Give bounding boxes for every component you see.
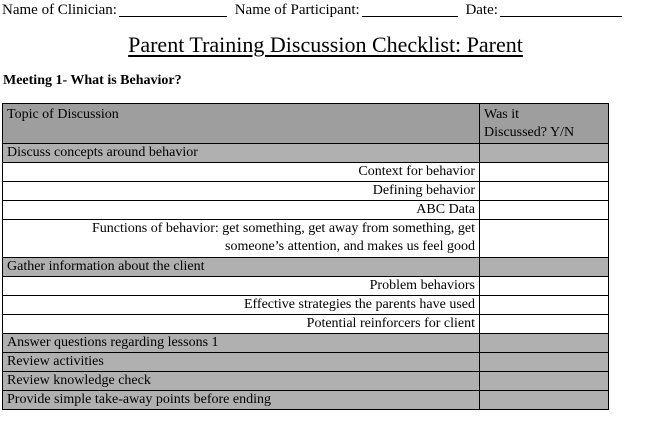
discussed-cell[interactable] — [480, 334, 609, 353]
table-row — [3, 182, 609, 201]
discussion-checklist-table — [2, 103, 609, 410]
table-row — [3, 144, 609, 163]
table-row — [3, 220, 609, 258]
table-row — [3, 296, 609, 315]
topic-cell: ABC Data — [3, 201, 480, 220]
discussed-cell[interactable] — [480, 182, 609, 201]
discussed-cell[interactable] — [480, 201, 609, 220]
discussed-cell[interactable] — [480, 258, 609, 277]
discussed-cell[interactable] — [480, 391, 609, 410]
discussed-column-header: Was it Discussed? Y/N — [480, 104, 609, 144]
clinician-name-field[interactable] — [119, 0, 227, 17]
topic-cell: Provide simple take-away points before ending — [3, 391, 480, 410]
topic-cell: Functions of behavior: get something, get away from something, get someone’s attention, and makes us feel good — [3, 220, 480, 258]
topic-cell: Effective strategies the parents have used — [3, 296, 480, 315]
table-row — [3, 334, 609, 353]
table-row — [3, 391, 609, 410]
topic-cell: Discuss concepts around behavior — [3, 144, 480, 163]
clinician-label: Name of Clinician: — [2, 2, 117, 18]
table-row — [3, 277, 609, 296]
topic-cell: Context for behavior — [3, 163, 480, 182]
discussed-cell[interactable] — [480, 372, 609, 391]
table-row — [3, 258, 609, 277]
topic-cell: Answer questions regarding lessons 1 — [3, 334, 480, 353]
page-title: Parent Training Discussion Checklist: Parent — [128, 32, 523, 57]
table-row — [3, 353, 609, 372]
discussed-cell[interactable] — [480, 353, 609, 372]
table-row — [3, 315, 609, 334]
topic-cell: Review knowledge check — [3, 372, 480, 391]
discussed-cell[interactable] — [480, 296, 609, 315]
topic-cell: Potential reinforcers for client — [3, 315, 480, 334]
date-field[interactable] — [500, 0, 622, 17]
discussed-cell[interactable] — [480, 277, 609, 296]
meeting-heading: Meeting 1- What is Behavior? — [3, 73, 182, 88]
topic-cell: Problem behaviors — [3, 277, 480, 296]
discussed-cell[interactable] — [480, 315, 609, 334]
participant-name-field[interactable] — [362, 0, 458, 17]
participant-label: Name of Participant: — [234, 2, 360, 18]
table-row — [3, 372, 609, 391]
discussed-cell[interactable] — [480, 163, 609, 182]
topic-cell: Review activities — [3, 353, 480, 372]
topic-column-header: Topic of Discussion — [3, 104, 480, 144]
table-row — [3, 163, 609, 182]
table-header-row — [3, 104, 609, 144]
topic-cell: Gather information about the client — [3, 258, 480, 277]
topic-cell: Defining behavior — [3, 182, 480, 201]
date-label: Date: — [465, 2, 498, 18]
discussed-cell[interactable] — [480, 220, 609, 258]
form-header — [2, 0, 651, 22]
table-row — [3, 201, 609, 220]
discussed-cell[interactable] — [480, 144, 609, 163]
